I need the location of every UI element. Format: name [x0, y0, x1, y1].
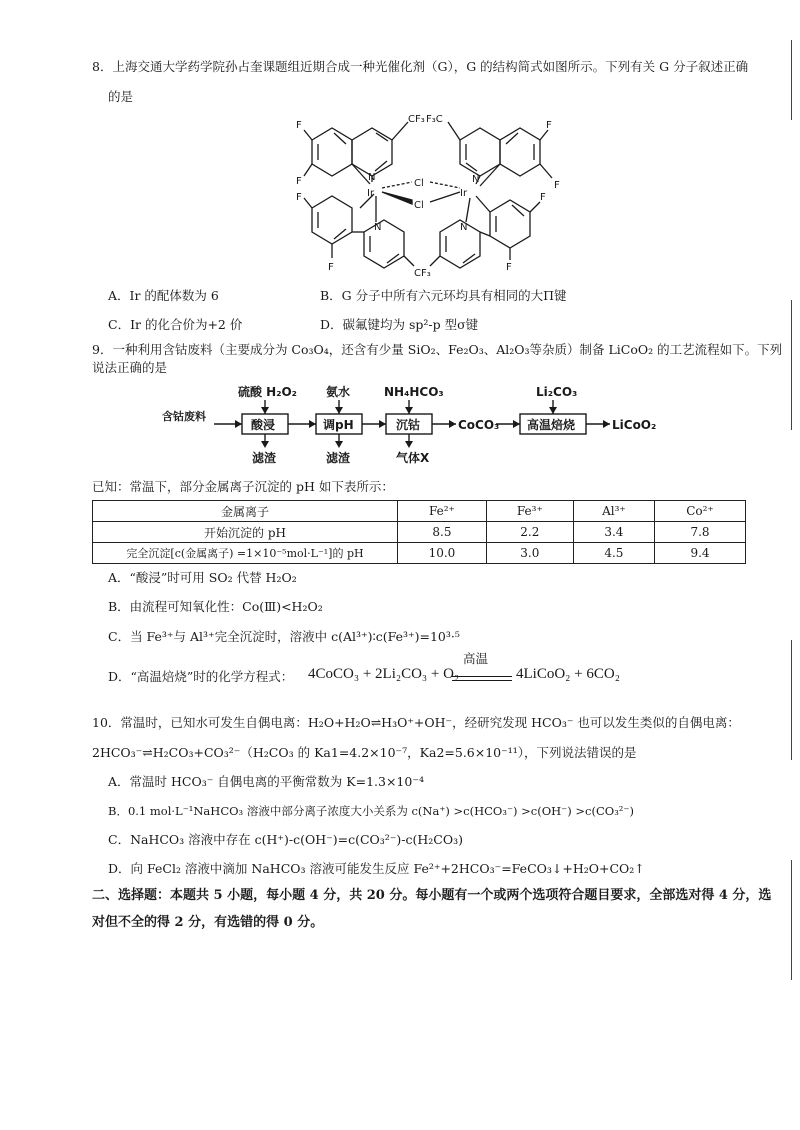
table-cell: 7.8	[655, 522, 746, 543]
q8-option-d: D．碳氟键均为 sp²-p 型σ键	[320, 317, 479, 332]
atom-label: F	[546, 120, 552, 131]
flow-step4-input: Li₂CO₃	[536, 385, 578, 399]
q9-option-d-rhs: 4LiCoO₂ + 6CO₂	[516, 666, 620, 682]
q10-stem-line2: 2HCO₃⁻⇌H₂CO₃+CO₃²⁻（H₂CO₃ 的 Ka1=4.2×10⁻⁷，Ka2=5.6×10⁻¹¹），下列说法错误的是	[92, 745, 637, 760]
q8-option-b: B．G 分子中所有六元环均具有相同的大Π键	[320, 288, 567, 303]
table-cell: 8.5	[398, 522, 487, 543]
table-header-cell: Fe²⁺	[398, 501, 487, 522]
table-header-cell: Co²⁺	[655, 501, 746, 522]
q8-stem-line2: 的是	[108, 89, 134, 104]
q9-stem-line1: 9．一种利用含钴废料（主要成分为 Co₃O₄，还含有少量 SiO₂、Fe₂O₃、Al₂O₃等杂质）制备 LiCoO₂ 的工艺流程如下。下列	[92, 342, 783, 357]
flow-step2-input: 氨水	[326, 385, 351, 399]
scan-edge-line	[791, 860, 792, 980]
flow-step3: 沉钴	[396, 418, 421, 432]
flow-step1-output: 滤渣	[252, 451, 277, 465]
flow-step2: 调pH	[323, 418, 354, 432]
scan-edge-line	[791, 300, 792, 430]
atom-label: N	[460, 222, 468, 233]
atom-label: N	[472, 174, 480, 185]
table-cell: 完全沉淀[c(金属离子) =1×10⁻⁵mol·L⁻¹]的 pH	[93, 543, 398, 564]
q9-option-d-condition: 高温	[463, 651, 489, 666]
flow-step1: 酸浸	[251, 418, 276, 432]
group-label: CF₃	[414, 268, 431, 279]
flow-step3-output: 气体X	[396, 451, 430, 465]
scan-edge-line	[791, 40, 792, 120]
q9-option-b: B．由流程可知氧化性：Co(Ⅲ)<H₂O₂	[108, 599, 323, 614]
atom-label: F	[296, 192, 302, 203]
table-cell: 10.0	[398, 543, 487, 564]
flow-step2-output: 滤渣	[326, 451, 351, 465]
q10-option-a: A．常温时 HCO₃⁻ 自偶电离的平衡常数为 K=1.3×10⁻⁴	[108, 774, 424, 789]
q10-stem-line1: 10．常温时，已知水可发生自偶电离：H₂O+H₂O⇌H₃O⁺+OH⁻，经研究发现 HCO₃⁻ 也可以发生类似的自偶电离：	[92, 715, 740, 730]
q10-option-c: C．NaHCO₃ 溶液中存在 c(H⁺)-c(OH⁻)=c(CO₃²⁻)-c(H₂CO₃)	[108, 832, 463, 847]
section2-line1: 二、选择题：本题共 5 小题，每小题 4 分，共 20 分。每小题有一个或两个选项符合题目要求，全部选对得 4 分，选	[92, 888, 772, 903]
q9-option-c: C．当 Fe³⁺与 Al³⁺完全沉淀时，溶液中 c(Al³⁺)∶c(Fe³⁺)=10³·⁵	[108, 629, 460, 644]
table-cell: 3.4	[573, 522, 654, 543]
group-label: F₃C	[426, 114, 443, 125]
atom-label: N	[368, 172, 376, 183]
process-flow-diagram	[160, 380, 700, 470]
flow-final-product: LiCoO₂	[612, 418, 657, 432]
table-row	[93, 522, 746, 543]
table-header-cell: Al³⁺	[573, 501, 654, 522]
q9-known: 已知：常温下，部分金属离子沉淀的 pH 如下表所示：	[92, 479, 394, 494]
atom-label: Ir	[460, 188, 468, 199]
scan-edge-line	[791, 640, 792, 760]
table-row	[93, 543, 746, 564]
equation-double-line	[452, 676, 512, 681]
ring-upper-left-pyridine	[352, 128, 392, 176]
atom-label: Cl	[414, 200, 424, 211]
q8-option-a: A．Ir 的配体数为 6	[108, 288, 219, 303]
atom-label: Cl	[414, 178, 424, 189]
section2-line2: 对但不全的得 2 分，有选错的得 0 分。	[92, 915, 324, 930]
q9-option-d-lhs: 4CoCO₃ + 2Li₂CO₃ + O₂	[308, 666, 460, 682]
atom-label: F	[554, 180, 560, 191]
flow-step3-input: NH₄HCO₃	[384, 385, 444, 399]
flow-step1-inputs: 硫酸 H₂O₂	[238, 385, 297, 399]
atom-label: F	[296, 120, 302, 131]
table-header-row	[93, 501, 746, 522]
q10-option-d: D．向 FeCl₂ 溶液中滴加 NaHCO₃ 溶液可能发生反应 Fe²⁺+2HCO₃⁻=FeCO₃↓+H₂O+CO₂↑	[108, 861, 645, 876]
table-cell: 开始沉淀的 pH	[93, 522, 398, 543]
q8-stem-line1: 8．上海交通大学药学院孙占奎课题组近期合成一种光催化剂（G），G 的结构简式如图所示。下列有关 G 分子叙述正确	[92, 59, 749, 74]
iridium-complex-structure	[290, 108, 590, 283]
flow-step4: 高温焙烧	[527, 418, 576, 432]
table-cell: 9.4	[655, 543, 746, 564]
atom-label: F	[296, 176, 302, 187]
atom-label: F	[506, 262, 512, 273]
table-cell: 4.5	[573, 543, 654, 564]
q8-option-c: C．Ir 的化合价为+2 价	[108, 317, 243, 332]
group-label: CF₃	[408, 114, 425, 125]
ph-table	[92, 500, 746, 564]
atom-label: N	[374, 222, 382, 233]
flow-mid-product: CoCO₃	[458, 418, 500, 432]
atom-label: Ir	[367, 188, 375, 199]
table-cell: 3.0	[486, 543, 573, 564]
table-header-cell: 金属离子	[93, 501, 398, 522]
flow-start: 含钴废料	[162, 410, 206, 423]
table-header-cell: Fe³⁺	[486, 501, 573, 522]
table-cell: 2.2	[486, 522, 573, 543]
atom-label: F	[540, 192, 546, 203]
q9-stem-line2: 说法正确的是	[92, 360, 168, 375]
q10-option-b: B．0.1 mol·L⁻¹NaHCO₃ 溶液中部分离子浓度大小关系为 c(Na⁺) >c(HCO₃⁻) >c(OH⁻) >c(CO₃²⁻)	[108, 804, 634, 818]
q9-option-a: A．“酸浸”时可用 SO₂ 代替 H₂O₂	[108, 570, 297, 585]
atom-label: F	[328, 262, 334, 273]
q9-option-d-prefix: D．“高温焙烧”时的化学方程式：	[108, 669, 294, 684]
